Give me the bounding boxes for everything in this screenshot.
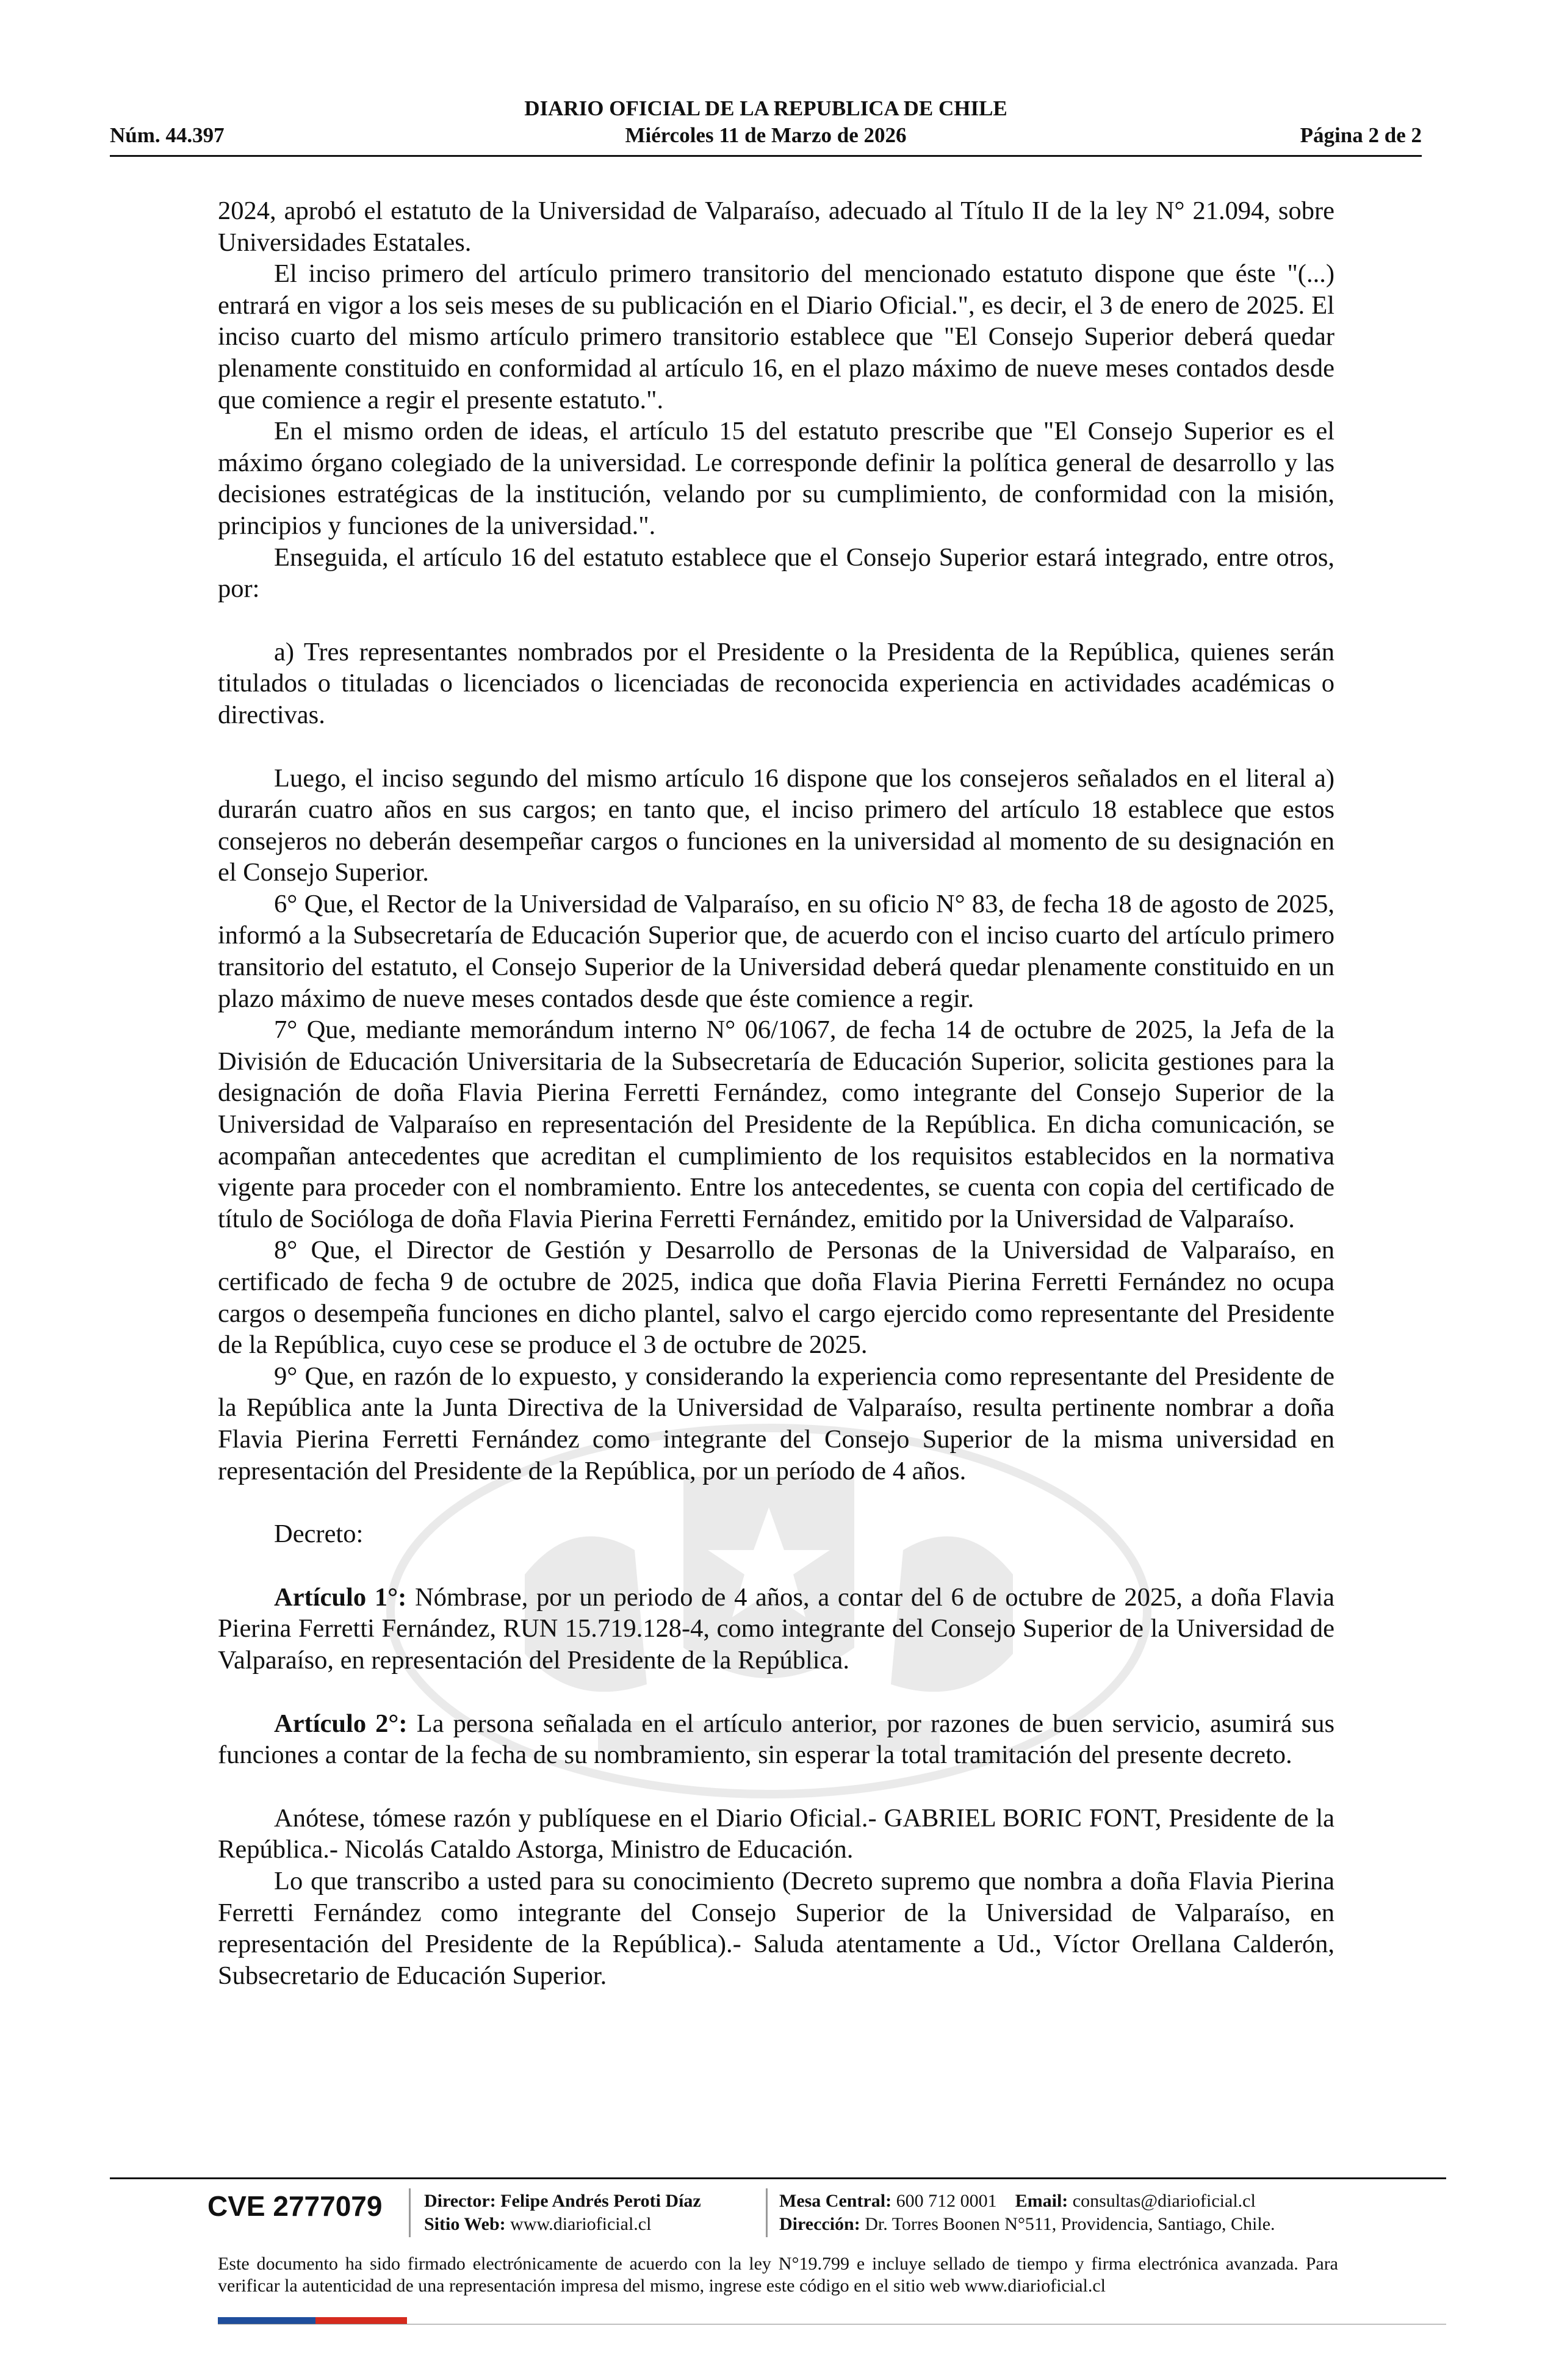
email-link[interactable]: consultas@diarioficial.cl — [1068, 2191, 1256, 2211]
email-label: Email: — [1015, 2191, 1068, 2211]
paragraph: 7° Que, mediante memorándum interno N° 06/1067, de fecha 14 de octubre de 2025, la Jefa de la División de Educación Universitaria de la Subsecretaría de Educación Superior, solicita gestiones para la designación de doña Flavia Pierina Ferretti Fernández, como integrante del Consejo Superior de la Universidad de Valparaíso en representación del Presidente de la República. En dicha comunicación, se acompañan antecedentes que acreditan el cumplimiento de los requisitos establecidos en la normativa vigente para proceder con el nombramiento. Entre los antecedentes, se cuenta con copia del certificado de título de Socióloga de doña Flavia Pierina Ferretti Fernández, emitido por la Universidad de Valparaíso. — [218, 1015, 1334, 1233]
newspaper-title: DIARIO OFICIAL DE LA REPUBLICA DE CHILE — [524, 96, 1007, 120]
paragraph: 6° Que, el Rector de la Universidad de Valparaíso, en su oficio N° 83, de fecha 18 de agosto de 2025, informó a la Subsecretaría de Educación Superior que, de acuerdo con el inciso cuarto del artículo primero transitorio del estatuto, el Consejo Superior de la Universidad deberá quedar plenamente constituido en un plazo máximo de nueve meses contados desde que éste comience a regir. — [218, 889, 1334, 1013]
address-label: Dirección: — [779, 2214, 860, 2234]
footer-divider — [110, 2177, 1446, 2179]
paragraph: 2024, aprobó el estatuto de la Universidad de Valparaíso, adecuado al Título II de la ley N° 21.094, sobre Universidades Estatales. — [218, 197, 1334, 257]
legal-notice: Este documento ha sido firmado electrónicamente de acuerdo con la ley N°19.799 e incluye sellado de tiempo y firma electrónica avanzada. Para verificar la autenticidad de una representación impresa del mismo, ingrese este código en el sitio web www.diarioficial.cl — [218, 2254, 1338, 2296]
footer-director-block — [424, 2190, 701, 2236]
web-link[interactable]: www.diarioficial.cl — [505, 2214, 652, 2234]
article-2 — [218, 1708, 1334, 1771]
document-body — [218, 195, 1334, 1991]
article-label: Artículo 2°: — [274, 1709, 408, 1738]
paragraph: Lo que transcribo a usted para su conocimiento (Decreto supremo que nombra a doña Flavia Pierina Ferretti Fernández como integrante del Consejo Superior de la Universidad de Valparaíso, en representación del Presidente de la República).- Saluda atentamente a Ud., Víctor Orellana Calderón, Subsecretario de Educación Superior. — [218, 1866, 1334, 1990]
paragraph: Anótese, tómese razón y publíquese en el Diario Oficial.- GABRIEL BORIC FONT, Presidente de la República.- Nicolás Cataldo Astorga, Ministro de Educación. — [218, 1803, 1334, 1864]
issue-number: Núm. 44.397 — [110, 123, 225, 147]
article-text: Nómbrase, por un periodo de 4 años, a contar del 6 de octubre de 2025, a doña Flavia Pierina Ferretti Fernández, RUN 15.719.128-4, como integrante del Consejo Superior de la Universidad de Valparaíso, en representación del Presidente de la República. — [218, 1582, 1334, 1675]
mesa-label: Mesa Central: — [779, 2191, 892, 2211]
paragraph: 9° Que, en razón de lo expuesto, y considerando la experiencia como representante del Presidente de la República ante la Junta Directiva de la Universidad de Valparaíso, resulta pertinente nombrar a doña Flavia Pierina Ferretti Fernández como integrante del Consejo Superior de la misma universidad en representación del Presidente de la República, por un período de 4 años. — [218, 1361, 1334, 1485]
article-text: La persona señalada en el artículo anterior, por razones de buen servicio, asumirá sus funciones a contar de la fecha de su nombramiento, sin esperar la total tramitación del presente decreto. — [218, 1709, 1334, 1770]
page-number: Página 2 de 2 — [1300, 123, 1422, 147]
paragraph: El inciso primero del artículo primero transitorio del mencionado estatuto dispone que éste "(...) entrará en vigor a los seis meses de su publicación en el Diario Oficial.", es decir, el 3 de enero de 2025. El inciso cuarto del mismo artículo primero transitorio establece que "El Consejo Superior deberá quedar plenamente constituido en conformidad al artículo 16, en el plazo máximo de nueve meses contados desde que comience a regir el presente estatuto.". — [218, 259, 1334, 414]
footer-separator — [766, 2188, 768, 2237]
web-label: Sitio Web: — [424, 2214, 506, 2234]
footer-contact-block — [779, 2190, 1275, 2236]
footer-separator — [409, 2188, 411, 2237]
issue-date: Miércoles 11 de Marzo de 2026 — [625, 123, 907, 147]
paragraph: 8° Que, el Director de Gestión y Desarrollo de Personas de la Universidad de Valparaíso, en certificado de fecha 9 de octubre de 2025, indica que doña Flavia Pierina Ferretti Fernández no ocupa cargos o desempeña funciones en dicho plantel, salvo el cargo ejercido como representante del Presidente de la República, cuyo cese se produce el 3 de octubre de 2025. — [218, 1236, 1334, 1360]
mesa-value: 600 712 0001 — [891, 2191, 997, 2211]
page-header — [110, 92, 1422, 159]
director-label: Director: Felipe Andrés Peroti Díaz — [424, 2191, 701, 2211]
paragraph: Enseguida, el artículo 16 del estatuto establece que el Consejo Superior estará integrado, entre otros, por: — [218, 543, 1334, 604]
article-1 — [218, 1582, 1334, 1676]
cve-code: CVE 2777079 — [207, 2190, 383, 2222]
article-label: Artículo 1°: — [274, 1582, 407, 1612]
header-divider — [110, 155, 1422, 157]
paragraph: Luego, el inciso segundo del mismo artículo 16 dispone que los consejeros señalados en el literal a) durarán cuatro años en sus cargos; en tanto que, el inciso primero del artículo 18 establece que estos consejeros no deberán desempeñar cargos o funciones en la universidad al momento de su designación en el Consejo Superior. — [218, 763, 1334, 887]
paragraph: a) Tres representantes nombrados por el Presidente o la Presidenta de la República, quienes serán titulados o tituladas o licenciados o licenciadas de reconocida experiencia en actividades académicas o directivas. — [218, 637, 1334, 729]
address-value: Dr. Torres Boonen N°511, Providencia, Santiago, Chile. — [860, 2214, 1275, 2234]
decree-heading: Decreto: — [274, 1520, 364, 1549]
paragraph: En el mismo orden de ideas, el artículo 15 del estatuto prescribe que "El Consejo Superior es el máximo órgano colegiado de la universidad. Le corresponde definir la política general de desarrollo y las decisiones estratégicas de la institución, velando por su cumplimiento, de conformidad con la misión, principios y funciones de la universidad.". — [218, 417, 1334, 540]
